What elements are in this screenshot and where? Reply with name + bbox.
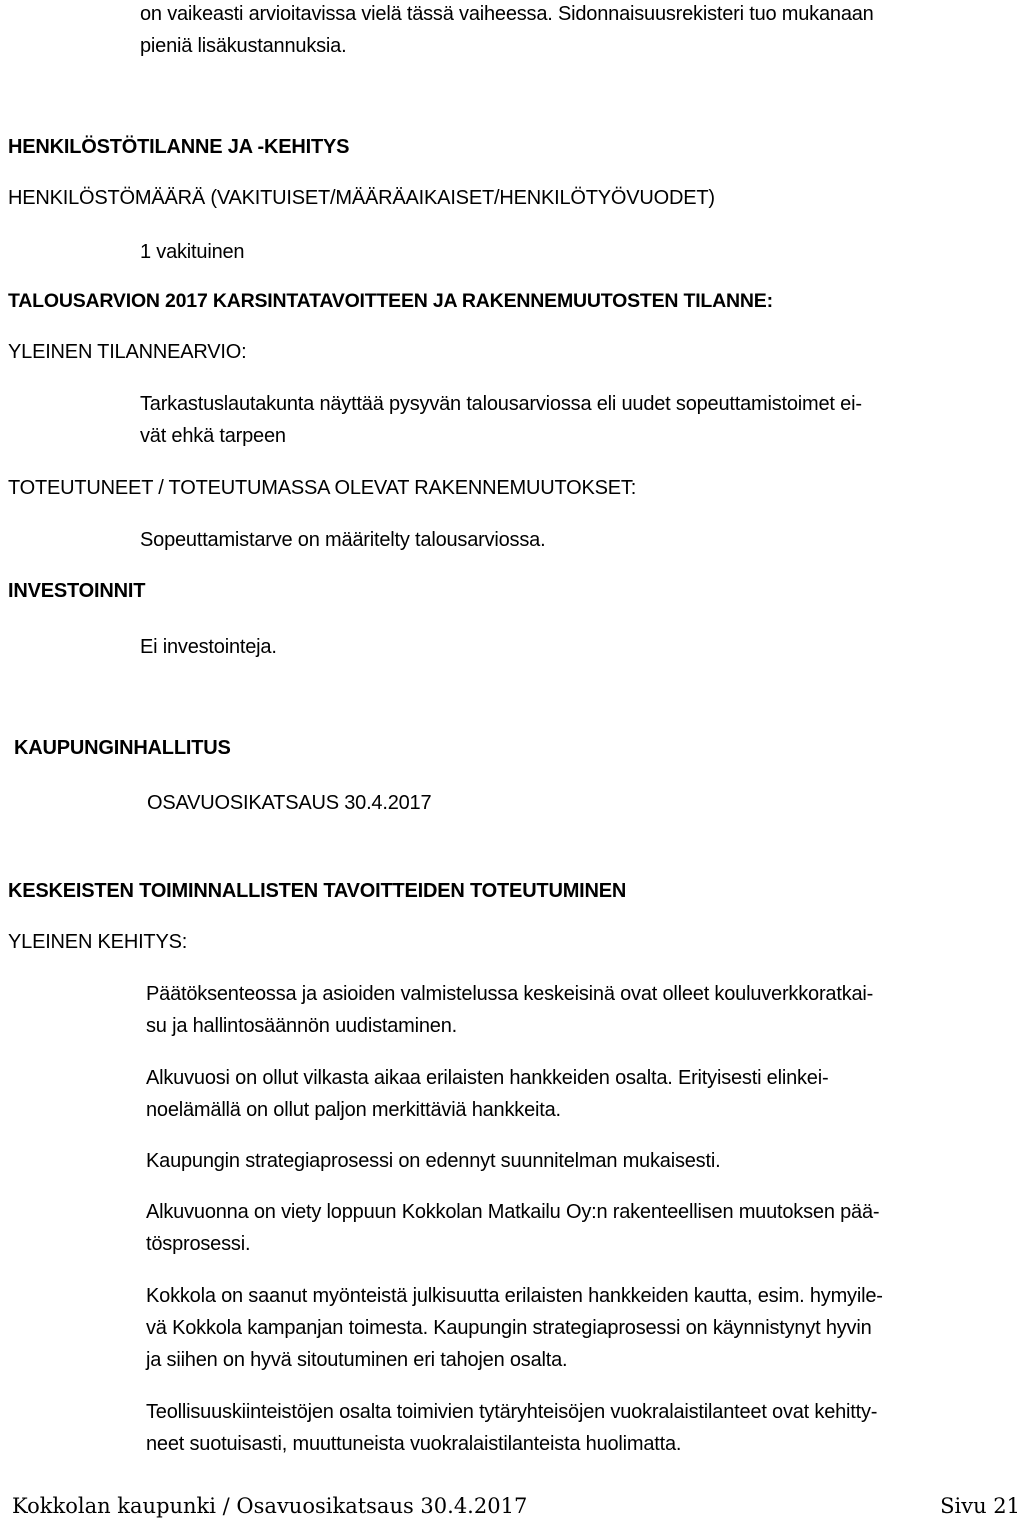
kehitys-p1-line-1: Päätöksenteossa ja asioiden valmistelussa keskeisinä ovat olleet kouluverkkoratkai- <box>146 983 874 1005</box>
kehitys-p6-line-2: neet suotuisasti, muuttuneista vuokralaistilanteista huolimatta. <box>146 1433 682 1455</box>
yleinen-kehitys-label: YLEINEN KEHITYS: <box>8 931 188 953</box>
yleinen-tilannearvio-line-2: vät ehkä tarpeen <box>140 425 286 447</box>
footer-page-number: Sivu 21 <box>940 1494 1020 1518</box>
investoinnit-label: INVESTOINNIT <box>8 580 146 602</box>
osavuosikatsaus-subtitle: OSAVUOSIKATSAUS 30.4.2017 <box>147 792 432 814</box>
keskeisten-tavoitteiden-heading: KESKEISTEN TOIMINNALLISTEN TAVOITTEIDEN TOTEUTUMINEN <box>8 880 627 902</box>
henkilosto-value: 1 vakituinen <box>140 241 245 263</box>
kehitys-p5-line-1: Kokkola on saanut myönteistä julkisuutta erilaisten hankkeiden kautta, esim. hymyile- <box>146 1285 883 1307</box>
intro-line-2: pieniä lisäkustannuksia. <box>140 35 347 57</box>
kehitys-p4-line-2: tösprosessi. <box>146 1233 251 1255</box>
kehitys-p5-line-2: vä Kokkola kampanjan toimesta. Kaupungin strategiaprosessi on käynnistynyt hyvin <box>146 1317 872 1339</box>
kehitys-p4-line-1: Alkuvuonna on viety loppuun Kokkolan Matkailu Oy:n rakenteellisen muutoksen pää- <box>146 1201 880 1223</box>
henkilosto-heading: HENKILÖSTÖTILANNE JA -KEHITYS <box>8 136 350 158</box>
toteutuneet-text: Sopeuttamistarve on määritelty talousarviossa. <box>140 529 546 551</box>
investoinnit-text: Ei investointeja. <box>140 636 277 658</box>
footer-document-title: Kokkolan kaupunki / Osavuosikatsaus 30.4.2017 <box>12 1494 528 1518</box>
kehitys-p3-line-1: Kaupungin strategiaprosessi on edennyt suunnitelman mukaisesti. <box>146 1150 721 1172</box>
kehitys-p5-line-3: ja siihen on hyvä sitoutuminen eri tahojen osalta. <box>146 1349 568 1371</box>
kaupunginhallitus-title: KAUPUNGINHALLITUS <box>14 737 231 759</box>
yleinen-tilannearvio-line-1: Tarkastuslautakunta näyttää pysyvän talousarviossa eli uudet sopeuttamistoimet ei- <box>140 393 862 415</box>
yleinen-tilannearvio-label: YLEINEN TILANNEARVIO: <box>8 341 247 363</box>
talousarvio-heading: TALOUSARVION 2017 KARSINTATAVOITTEEN JA RAKENNEMUUTOSTEN TILANNE: <box>8 290 773 312</box>
kehitys-p6-line-1: Teollisuuskiinteistöjen osalta toimivien tytäryhteisöjen vuokralaistilanteet ovat kehitty- <box>146 1401 878 1423</box>
kehitys-p1-line-2: su ja hallintosäännön uudistaminen. <box>146 1015 457 1037</box>
kehitys-p2-line-2: noelämällä on ollut paljon merkittäviä hankkeita. <box>146 1099 561 1121</box>
kehitys-p2-line-1: Alkuvuosi on ollut vilkasta aikaa erilaisten hankkeiden osalta. Erityisesti elinkei- <box>146 1067 829 1089</box>
henkilosto-subheading: HENKILÖSTÖMÄÄRÄ (VAKITUISET/MÄÄRÄAIKAISET/HENKILÖTYÖVUODET) <box>8 187 715 209</box>
toteutuneet-label: TOTEUTUNEET / TOTEUTUMASSA OLEVAT RAKENNEMUUTOKSET: <box>8 477 637 499</box>
intro-line-1: on vaikeasti arvioitavissa vielä tässä vaiheessa. Sidonnaisuusrekisteri tuo mukanaan <box>140 3 874 25</box>
